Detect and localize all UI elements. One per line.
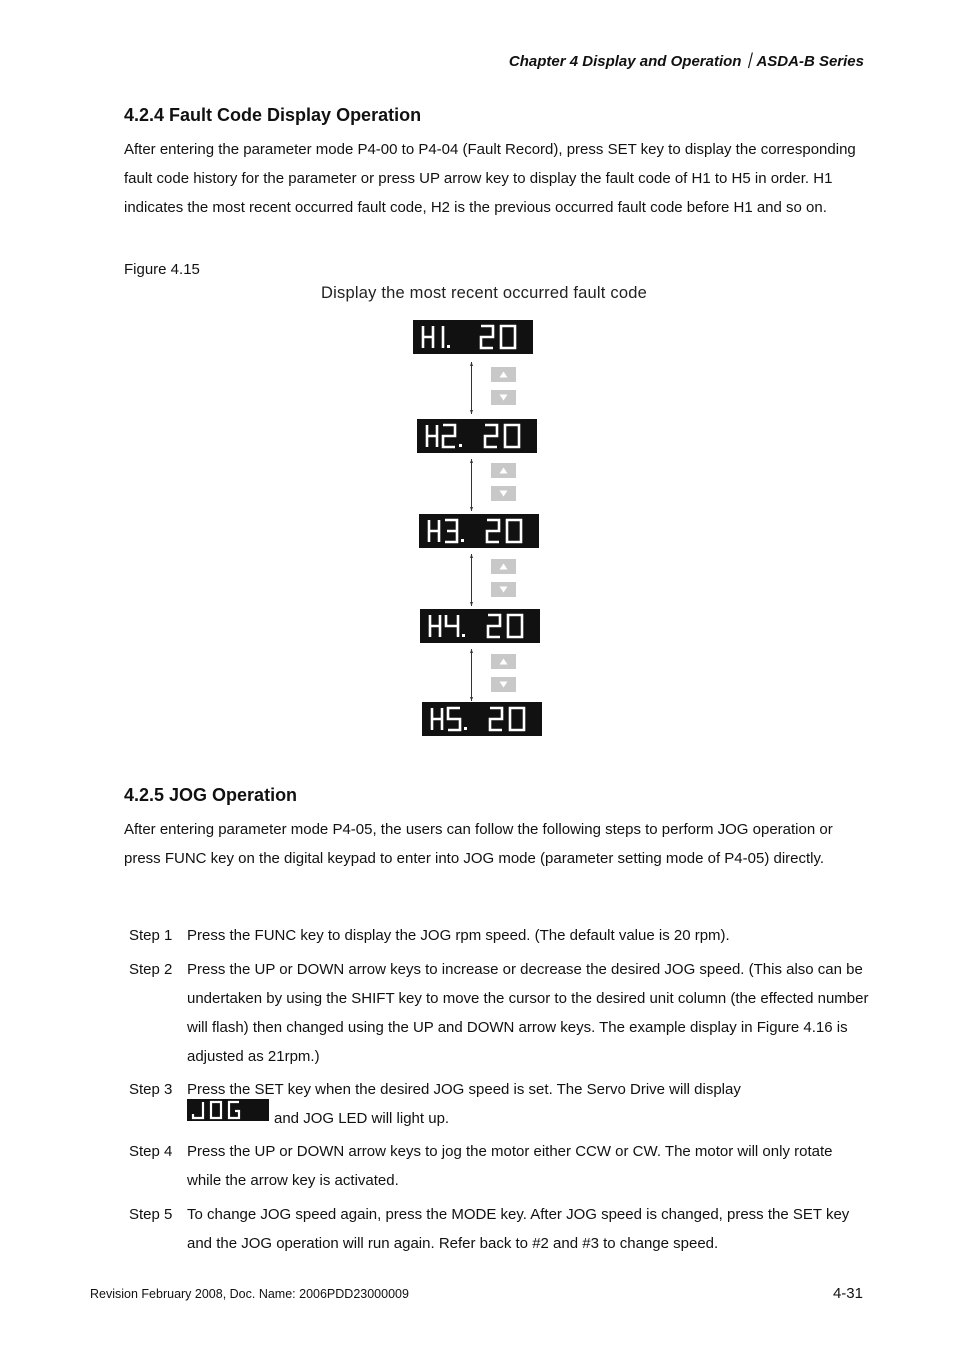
step-text: Press the FUNC key to display the JOG rpm speed. (The default value is 20 rpm). [187, 927, 730, 944]
led-digits-h3 [425, 518, 533, 544]
led-digits-h1 [419, 324, 527, 350]
step-text-after: and JOG LED will light up. [274, 1110, 450, 1127]
led-digits-h5 [428, 706, 536, 732]
step-label: Step 4 [129, 1143, 173, 1160]
down-arrow-key-icon [491, 582, 516, 597]
section-heading-jog: 4.2.5 JOG Operation [124, 785, 298, 805]
led-digits-h4 [426, 613, 534, 639]
led-display-h2 [417, 419, 537, 453]
led-digits-jog [187, 1099, 269, 1121]
down-arrow-key-icon [491, 677, 516, 692]
jog-led-display [187, 1099, 269, 1121]
key-pair-3 [491, 559, 516, 605]
step-text: Press the SET key when the desired JOG speed is set. The Servo Drive will display [187, 1081, 741, 1098]
up-arrow-key-icon [491, 463, 516, 478]
up-arrow-key-icon [491, 654, 516, 669]
step-label: Step 2 [129, 961, 173, 978]
connector-arrow-2 [470, 459, 473, 511]
connector-arrow-1 [470, 362, 473, 414]
step-label: Step 5 [129, 1206, 173, 1223]
connector-arrow-3 [470, 554, 473, 606]
jog-paragraph: After entering parameter mode P4-05, the users can follow the following steps to perform JOG operation or press FUNC key on the digital keypad to enter into JOG mode (parameter setting mode of P4-05) directly. [124, 821, 833, 867]
section-heading-fault-code: 4.2.4 Fault Code Display Operation [124, 105, 422, 125]
led-display-h1 [413, 320, 533, 354]
page-header: Chapter 4 Display and Operation｜ASDA-B Series [508, 53, 864, 70]
step-text: Press the UP or DOWN arrow keys to jog the motor either CCW or CW. The motor will only rotate while the arrow key is activated. [187, 1143, 833, 1189]
led-digits-h2 [423, 423, 531, 449]
up-arrow-key-icon [491, 367, 516, 382]
key-pair-2 [491, 463, 516, 509]
key-pair-4 [491, 654, 516, 700]
down-arrow-key-icon [491, 486, 516, 501]
up-arrow-key-icon [491, 559, 516, 574]
figure-title: Display the most recent occurred fault code [321, 284, 647, 302]
connector-arrow-4 [470, 649, 473, 701]
led-display-h5 [422, 702, 542, 736]
step-label: Step 3 [129, 1081, 173, 1098]
led-display-h3 [419, 514, 539, 548]
down-arrow-key-icon [491, 390, 516, 405]
page-number: 4-31 [832, 1285, 863, 1302]
step-label: Step 1 [129, 927, 173, 944]
step-text: Press the UP or DOWN arrow keys to increase or decrease the desired JOG speed. (This also can be undertaken by using the SHIFT key to move the cursor to the desired unit column (the effected number will flash) then changed using the UP and DOWN arrow keys. The example display in Figure 4.16 is adjusted as 21rpm.) [187, 961, 869, 1065]
fault-code-paragraph: After entering the parameter mode P4-00 to P4-04 (Fault Record), press SET key to display the corresponding fault code history for the parameter or press UP arrow key to display the fault code of H1 to H5 in order. H1 indicates the most recent occurred fault code, H2 is the previous occurred fault code before H1 and so on. [124, 141, 856, 216]
led-display-h4 [420, 609, 540, 643]
figure-label: Figure 4.15 [124, 261, 200, 278]
key-pair-1 [491, 367, 516, 413]
footer-revision: Revision February 2008, Doc. Name: 2006PDD23000009 [90, 1287, 409, 1301]
step-text: To change JOG speed again, press the MODE key. After JOG speed is changed, press the SET key and the JOG operation will run again. Refer back to #2 and #3 to change speed. [187, 1206, 850, 1252]
